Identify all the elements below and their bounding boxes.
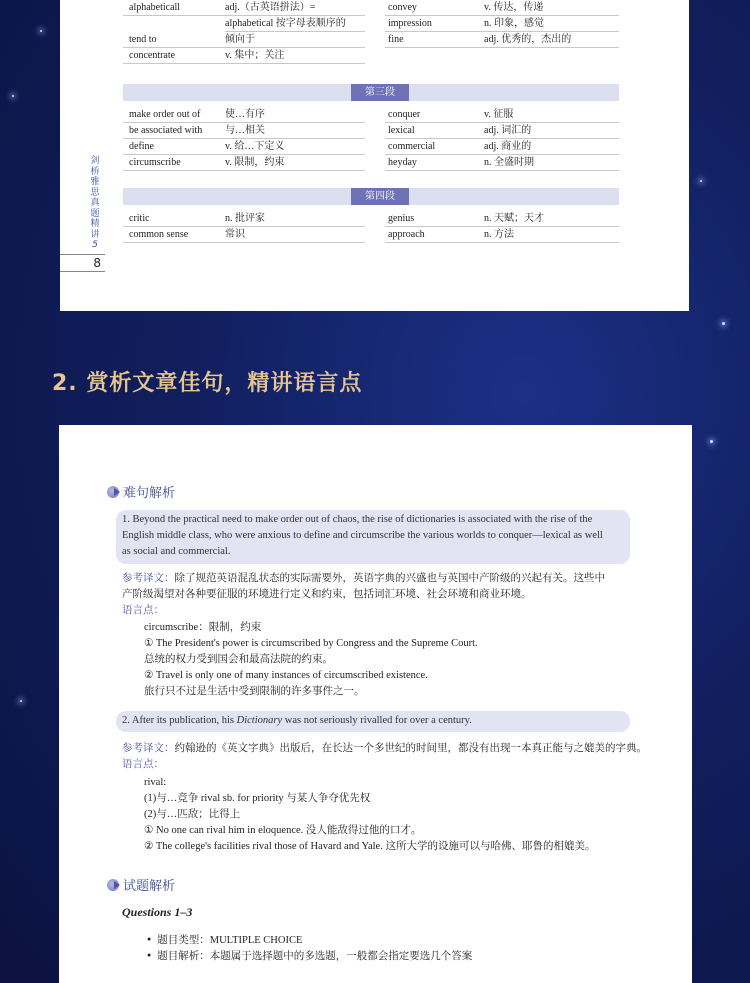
book-title-vertical: 剑桥雅思真题精讲 <box>90 156 100 240</box>
subheading-label: 难句解析 <box>123 486 176 501</box>
star-decoration <box>710 440 713 443</box>
vocab-table-section3 <box>123 107 619 171</box>
example-sentence: ② Travel is only one of many instances of circumscribed existence. <box>144 670 428 681</box>
vocab-meaning: 常识 <box>225 227 365 243</box>
vocab-meaning: adj. 词汇的 <box>484 123 619 139</box>
vocab-word: conquer <box>385 107 484 123</box>
example-sentence: ① No one can rival him in eloquence. 没人能敌得过他的口才。 <box>144 825 422 836</box>
language-point: circumscribe：限制，约束 <box>144 622 262 633</box>
difficult-sentences-heading <box>107 482 175 501</box>
vocab-page <box>60 0 689 311</box>
section-label: 第三段 <box>351 84 409 101</box>
vocab-row <box>123 139 619 155</box>
vocab-meaning: v. 集中；关注 <box>225 48 365 64</box>
vocab-meaning: n. 批评家 <box>225 211 365 227</box>
star-decoration <box>20 700 22 702</box>
subheading-label: 试题解析 <box>123 879 176 894</box>
vocab-word: convey <box>385 0 484 16</box>
vocab-meaning: adj. 商业的 <box>484 139 619 155</box>
vocab-meaning: 使…有序 <box>225 107 365 123</box>
sentence-line: English middle class, who were anxious to define and circumscribe the various worlds to conquer—lexical as well <box>122 530 603 541</box>
reference-translation-1 <box>122 571 605 587</box>
book-side-label <box>88 156 102 251</box>
language-point: (2)与…匹敌；比得上 <box>144 809 241 820</box>
questions-title: Questions 1–3 <box>122 905 193 919</box>
vocab-word: heyday <box>385 155 484 171</box>
vocab-table-section4 <box>123 211 619 243</box>
play-bullet-icon <box>107 486 119 498</box>
section-label: 第四段 <box>351 188 409 205</box>
sentence-2-box <box>116 711 630 732</box>
language-points-label: 语言点： <box>122 759 164 770</box>
vocab-row <box>123 0 619 16</box>
vocab-word: critic <box>123 211 225 227</box>
vocab-word: genius <box>385 211 484 227</box>
star-decoration <box>700 180 702 182</box>
vocab-word: commercial <box>385 139 484 155</box>
play-bullet-icon <box>107 879 119 891</box>
vocab-meaning: 与…相关 <box>225 123 365 139</box>
vocab-word: make order out of <box>123 107 225 123</box>
sentence-1-box <box>116 510 630 564</box>
sentence-text: 2. After its publication, his <box>122 715 237 726</box>
ref-label: 参考译文： <box>122 573 175 584</box>
section-heading: 2. 赏析文章佳句，精讲语言点 <box>52 371 363 396</box>
reference-translation-1-cont: 产阶级渴望对各种要征服的环境进行定义和约束，包括词汇环境、社会环境和商业环境。 <box>122 589 532 600</box>
vocab-row <box>123 227 619 243</box>
language-point: (1)与…竞争 rival sb. for priority 与某人争夺优先权 <box>144 793 371 804</box>
reference-translation-2 <box>122 741 647 757</box>
vocab-word: concentrate <box>123 48 225 64</box>
star-decoration <box>722 322 725 325</box>
vocab-meaning: v. 征服 <box>484 107 619 123</box>
vocab-meaning: n. 印象，感觉 <box>484 16 619 32</box>
vocab-word: define <box>123 139 225 155</box>
vocab-meaning: n. 全盛时期 <box>484 155 619 171</box>
example-translation: 总统的权力受到国会和最高法院的约束。 <box>144 654 333 665</box>
vocab-row <box>123 155 619 171</box>
ref-text: 约翰逊的《英文字典》出版后，在长达一个多世纪的时间里，都没有出现一本真正能与之媲美的字典。 <box>174 743 647 754</box>
sentence-text: was not seriously rivalled for over a century. <box>282 715 472 726</box>
section-band-3 <box>123 84 619 101</box>
vocab-meaning: adj. 优秀的，杰出的 <box>484 32 619 48</box>
star-decoration <box>40 30 42 32</box>
vocab-row <box>123 16 619 32</box>
vocab-row <box>123 48 619 64</box>
sentence-line: 1. Beyond the practical need to make order out of chaos, the rise of dictionaries is associated with the rise of the <box>122 514 593 525</box>
vocab-meaning: adj.（古英语拼法）= <box>225 0 365 16</box>
ref-text: 除了规范英语混乱状态的实际需要外，英语字典的兴盛也与英国中产阶级的兴起有关。这些中 <box>174 573 605 584</box>
vocab-meaning: v. 给…下定义 <box>225 139 365 155</box>
vocab-meaning: alphabetical 按字母表顺序的 <box>225 16 365 32</box>
ref-label: 参考译文： <box>122 743 175 754</box>
vocab-row <box>123 123 619 139</box>
vocab-word: lexical <box>385 123 484 139</box>
analysis-page <box>59 425 692 983</box>
book-volume: 5 <box>92 240 98 250</box>
sentence-line: as social and commercial. <box>122 546 231 557</box>
vocab-word: circumscribe <box>123 155 225 171</box>
vocab-meaning: n. 天赋；天才 <box>484 211 619 227</box>
bullet-item: ● 题目类型：MULTIPLE CHOICE <box>147 933 302 949</box>
vocab-meaning: 倾向于 <box>225 32 365 48</box>
vocab-word: impression <box>385 16 484 32</box>
example-sentence: ① The President's power is circumscribed by Congress and the Supreme Court. <box>144 638 478 649</box>
vocab-word: be associated with <box>123 123 225 139</box>
vocab-word: alphabeticall <box>123 0 225 16</box>
vocab-word: common sense <box>123 227 225 243</box>
vocab-word <box>123 16 225 31</box>
vocab-word: fine <box>385 32 484 48</box>
example-translation: 旅行只不过是生活中受到限制的许多事件之一。 <box>144 686 365 697</box>
vocab-word: tend to <box>123 32 225 48</box>
sentence-italic: Dictionary <box>236 715 283 726</box>
vocab-row <box>123 32 619 48</box>
page-number: 8 <box>60 254 105 272</box>
vocab-word: approach <box>385 227 484 243</box>
section-band-4 <box>123 188 619 205</box>
star-decoration <box>12 95 14 97</box>
vocab-meaning: v. 传达，传递 <box>484 0 619 16</box>
bullet-item: ● 题目解析：本题属于选择题中的多选题，一般都会指定要选几个答案 <box>147 949 472 965</box>
vocab-meaning: n. 方法 <box>484 227 619 243</box>
example-sentence: ② The college's facilities rival those of Havard and Yale. 这所大学的设施可以与哈佛、耶鲁的相媲美。 <box>144 841 596 852</box>
vocab-meaning: v. 限制，约束 <box>225 155 365 171</box>
vocab-row <box>123 107 619 123</box>
vocab-row <box>123 211 619 227</box>
vocab-table-top <box>123 0 619 64</box>
language-points-label: 语言点： <box>122 605 164 616</box>
language-point: rival: <box>144 777 167 788</box>
question-analysis-heading <box>107 875 175 894</box>
